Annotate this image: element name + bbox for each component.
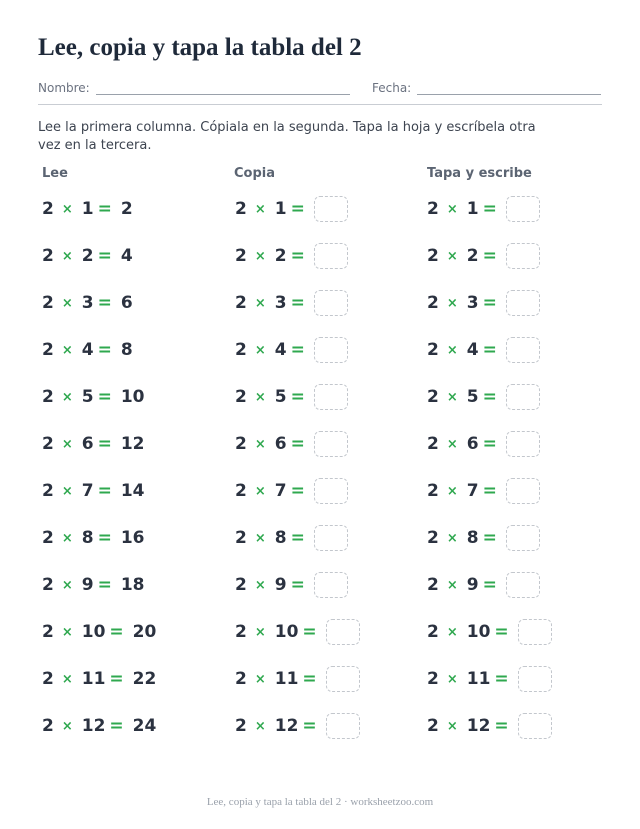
times-symbol: ×	[254, 248, 266, 264]
multiplicand: 2	[235, 622, 247, 642]
answer-box[interactable]	[314, 478, 348, 504]
factor: 7	[274, 481, 287, 501]
times-symbol: ×	[254, 624, 266, 640]
multiplicand: 2	[235, 528, 247, 548]
equation-tapa-row	[427, 242, 540, 270]
product: 6	[120, 293, 133, 313]
equals-symbol: =	[482, 387, 497, 407]
equals-symbol: =	[482, 434, 497, 454]
equals-symbol: =	[302, 716, 317, 736]
equals-symbol: =	[482, 293, 497, 313]
equals-symbol: =	[97, 199, 112, 219]
multiplicand: 2	[427, 716, 439, 736]
multiplicand: 2	[427, 293, 439, 313]
name-line[interactable]	[96, 80, 350, 95]
equals-symbol: =	[109, 716, 124, 736]
equals-symbol: =	[494, 669, 509, 689]
footer: Lee, copia y tapa la tabla del 2 · worksheetzoo.com	[206, 796, 434, 808]
equals-symbol: =	[97, 246, 112, 266]
equals-symbol: =	[302, 669, 317, 689]
answer-box[interactable]	[506, 572, 540, 598]
product: 14	[120, 481, 145, 501]
multiplicand: 2	[427, 340, 439, 360]
times-symbol: ×	[254, 718, 266, 734]
multiplicand: 2	[235, 293, 247, 313]
equation-lee-row	[42, 289, 133, 317]
equation-lee-row	[42, 242, 133, 270]
factor: 8	[81, 528, 94, 548]
multiplicand: 2	[235, 434, 247, 454]
equation-lee-row	[42, 618, 156, 646]
multiplicand: 2	[42, 716, 54, 736]
answer-box[interactable]	[326, 713, 360, 739]
product: 22	[132, 669, 157, 689]
factor: 1	[274, 199, 287, 219]
multiplicand: 2	[235, 199, 247, 219]
multiplicand: 2	[235, 481, 247, 501]
times-symbol: ×	[446, 577, 458, 593]
equation-lee-row	[42, 665, 156, 693]
equation-copia-row	[235, 712, 360, 740]
multiplicand: 2	[235, 340, 247, 360]
equation-copia-row	[235, 477, 348, 505]
equals-symbol: =	[482, 528, 497, 548]
factor: 10	[81, 622, 106, 642]
multiplicand: 2	[42, 387, 54, 407]
product: 12	[120, 434, 145, 454]
equation-tapa-row	[427, 524, 540, 552]
equals-symbol: =	[97, 387, 112, 407]
equation-lee-row	[42, 571, 145, 599]
equals-symbol: =	[97, 575, 112, 595]
answer-box[interactable]	[518, 713, 552, 739]
times-symbol: ×	[446, 248, 458, 264]
factor: 4	[274, 340, 287, 360]
answer-box[interactable]	[506, 196, 540, 222]
equation-lee-row	[42, 524, 145, 552]
equals-symbol: =	[290, 434, 305, 454]
multiplicand: 2	[42, 340, 54, 360]
factor: 9	[274, 575, 287, 595]
date-line[interactable]	[417, 80, 601, 95]
equals-symbol: =	[97, 340, 112, 360]
equation-tapa-row	[427, 336, 540, 364]
times-symbol: ×	[254, 201, 266, 217]
equals-symbol: =	[290, 246, 305, 266]
times-symbol: ×	[446, 671, 458, 687]
factor: 7	[81, 481, 94, 501]
answer-box[interactable]	[314, 525, 348, 551]
multiplicand: 2	[235, 669, 247, 689]
equals-symbol: =	[494, 622, 509, 642]
equation-tapa-row	[427, 477, 540, 505]
multiplicand: 2	[42, 434, 54, 454]
equation-copia-row	[235, 289, 348, 317]
times-symbol: ×	[446, 436, 458, 452]
equation-tapa-row	[427, 430, 540, 458]
factor: 8	[274, 528, 287, 548]
equation-copia-row	[235, 336, 348, 364]
equals-symbol: =	[482, 340, 497, 360]
factor: 10	[466, 622, 491, 642]
multiplicand: 2	[427, 669, 439, 689]
answer-box[interactable]	[314, 431, 348, 457]
answer-box[interactable]	[506, 431, 540, 457]
equals-symbol: =	[482, 199, 497, 219]
equals-symbol: =	[97, 434, 112, 454]
product: 10	[120, 387, 145, 407]
equals-symbol: =	[482, 575, 497, 595]
equation-tapa-row	[427, 383, 540, 411]
equation-tapa-row	[427, 712, 552, 740]
factor: 1	[466, 199, 479, 219]
multiplicand: 2	[42, 246, 54, 266]
times-symbol: ×	[446, 201, 458, 217]
times-symbol: ×	[61, 577, 73, 593]
equals-symbol: =	[482, 481, 497, 501]
equation-tapa-row	[427, 571, 540, 599]
answer-box[interactable]	[314, 337, 348, 363]
equation-copia-row	[235, 571, 348, 599]
answer-box[interactable]	[314, 243, 348, 269]
times-symbol: ×	[61, 483, 73, 499]
factor: 2	[81, 246, 94, 266]
times-symbol: ×	[446, 295, 458, 311]
factor: 12	[466, 716, 491, 736]
product: 4	[120, 246, 133, 266]
equals-symbol: =	[482, 246, 497, 266]
equals-symbol: =	[290, 387, 305, 407]
answer-box[interactable]	[506, 384, 540, 410]
equation-copia-row	[235, 665, 360, 693]
equals-symbol: =	[290, 481, 305, 501]
answer-box[interactable]	[314, 290, 348, 316]
product: 2	[120, 199, 133, 219]
factor: 8	[466, 528, 479, 548]
factor: 6	[81, 434, 94, 454]
answer-box[interactable]	[506, 337, 540, 363]
instructions: Lee la primera columna. Cópiala en la segunda. Tapa la hoja y escríbela otra vez en la tercera.	[38, 120, 536, 153]
times-symbol: ×	[61, 718, 73, 734]
answer-box[interactable]	[506, 243, 540, 269]
answer-box[interactable]	[326, 619, 360, 645]
factor: 12	[81, 716, 106, 736]
times-symbol: ×	[446, 483, 458, 499]
times-symbol: ×	[446, 530, 458, 546]
multiplicand: 2	[235, 387, 247, 407]
multiplicand: 2	[42, 528, 54, 548]
factor: 11	[466, 669, 491, 689]
factor: 5	[81, 387, 94, 407]
times-symbol: ×	[254, 436, 266, 452]
times-symbol: ×	[254, 671, 266, 687]
multiplicand: 2	[427, 199, 439, 219]
equals-symbol: =	[97, 481, 112, 501]
factor: 11	[274, 669, 299, 689]
answer-box[interactable]	[314, 384, 348, 410]
equation-copia-row	[235, 524, 348, 552]
name-label: Nombre:	[38, 81, 90, 95]
factor: 2	[466, 246, 479, 266]
answer-box[interactable]	[314, 196, 348, 222]
date-label: Fecha:	[372, 81, 412, 95]
times-symbol: ×	[61, 530, 73, 546]
factor: 3	[466, 293, 479, 313]
times-symbol: ×	[446, 718, 458, 734]
factor: 7	[466, 481, 479, 501]
multiplicand: 2	[427, 575, 439, 595]
multiplicand: 2	[427, 622, 439, 642]
times-symbol: ×	[254, 530, 266, 546]
multiplicand: 2	[42, 199, 54, 219]
equation-copia-row	[235, 430, 348, 458]
factor: 9	[466, 575, 479, 595]
product: 18	[120, 575, 145, 595]
times-symbol: ×	[61, 389, 73, 405]
multiplicand: 2	[42, 622, 54, 642]
factor: 6	[274, 434, 287, 454]
multiplicand: 2	[427, 246, 439, 266]
header-divider	[38, 104, 602, 105]
factor: 6	[466, 434, 479, 454]
multiplicand: 2	[427, 481, 439, 501]
equation-lee-row	[42, 195, 133, 223]
product: 16	[120, 528, 145, 548]
equals-symbol: =	[290, 575, 305, 595]
equals-symbol: =	[109, 622, 124, 642]
factor: 5	[274, 387, 287, 407]
factor: 2	[274, 246, 287, 266]
multiplicand: 2	[42, 669, 54, 689]
times-symbol: ×	[61, 295, 73, 311]
equals-symbol: =	[290, 340, 305, 360]
factor: 4	[466, 340, 479, 360]
factor: 5	[466, 387, 479, 407]
multiplicand: 2	[427, 434, 439, 454]
equation-lee-row	[42, 430, 145, 458]
product: 20	[132, 622, 157, 642]
equation-copia-row	[235, 242, 348, 270]
column-header-tapa: Tapa y escribe	[427, 166, 532, 181]
times-symbol: ×	[61, 201, 73, 217]
answer-box[interactable]	[506, 290, 540, 316]
times-symbol: ×	[446, 389, 458, 405]
page-title: Lee, copia y tapa la tabla del 2	[38, 34, 362, 61]
times-symbol: ×	[254, 389, 266, 405]
multiplicand: 2	[42, 575, 54, 595]
times-symbol: ×	[254, 483, 266, 499]
equation-lee-row	[42, 383, 145, 411]
equals-symbol: =	[494, 716, 509, 736]
equals-symbol: =	[290, 199, 305, 219]
factor: 4	[81, 340, 94, 360]
equals-symbol: =	[290, 528, 305, 548]
equation-lee-row	[42, 336, 133, 364]
equation-lee-row	[42, 477, 145, 505]
multiplicand: 2	[235, 246, 247, 266]
answer-box[interactable]	[326, 666, 360, 692]
factor: 3	[274, 293, 287, 313]
equals-symbol: =	[302, 622, 317, 642]
name-field[interactable]	[38, 80, 350, 95]
times-symbol: ×	[61, 624, 73, 640]
equals-symbol: =	[109, 669, 124, 689]
column-header-lee: Lee	[42, 166, 68, 181]
equation-copia-row	[235, 383, 348, 411]
factor: 10	[274, 622, 299, 642]
times-symbol: ×	[254, 295, 266, 311]
multiplicand: 2	[235, 716, 247, 736]
factor: 12	[274, 716, 299, 736]
answer-box[interactable]	[506, 478, 540, 504]
equation-tapa-row	[427, 618, 552, 646]
times-symbol: ×	[61, 248, 73, 264]
answer-box[interactable]	[518, 619, 552, 645]
multiplicand: 2	[427, 528, 439, 548]
date-field[interactable]	[372, 80, 601, 95]
equals-symbol: =	[290, 293, 305, 313]
equation-lee-row	[42, 712, 156, 740]
answer-box[interactable]	[518, 666, 552, 692]
equals-symbol: =	[97, 293, 112, 313]
times-symbol: ×	[254, 342, 266, 358]
answer-box[interactable]	[506, 525, 540, 551]
times-symbol: ×	[61, 342, 73, 358]
equals-symbol: =	[97, 528, 112, 548]
answer-box[interactable]	[314, 572, 348, 598]
multiplicand: 2	[42, 481, 54, 501]
equation-copia-row	[235, 618, 360, 646]
multiplicand: 2	[235, 575, 247, 595]
product: 8	[120, 340, 133, 360]
times-symbol: ×	[446, 342, 458, 358]
times-symbol: ×	[61, 671, 73, 687]
multiplicand: 2	[427, 387, 439, 407]
times-symbol: ×	[61, 436, 73, 452]
equation-tapa-row	[427, 195, 540, 223]
column-header-copia: Copia	[234, 166, 276, 181]
multiplicand: 2	[42, 293, 54, 313]
times-symbol: ×	[446, 624, 458, 640]
factor: 1	[81, 199, 94, 219]
equation-tapa-row	[427, 289, 540, 317]
equation-copia-row	[235, 195, 348, 223]
factor: 9	[81, 575, 94, 595]
equation-tapa-row	[427, 665, 552, 693]
product: 24	[132, 716, 157, 736]
factor: 3	[81, 293, 94, 313]
factor: 11	[81, 669, 106, 689]
times-symbol: ×	[254, 577, 266, 593]
